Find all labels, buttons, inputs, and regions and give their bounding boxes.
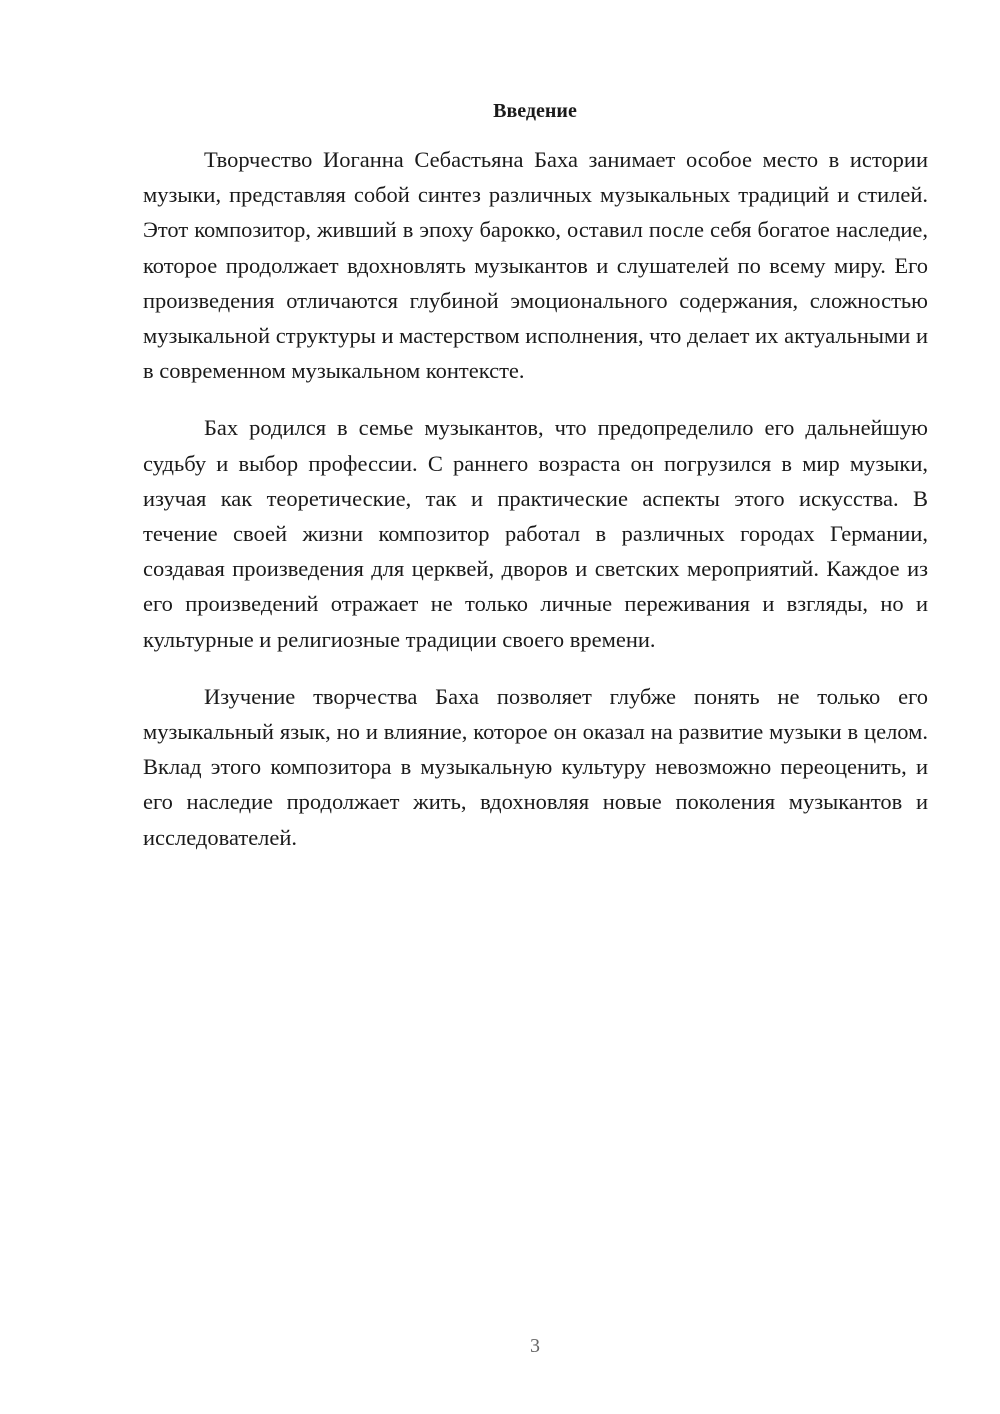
paragraph: Творчество Иоганна Себастьяна Баха занимает особое место в истории музыки, представляя собой синтез различных музыкальных традиций и стилей. Этот композитор, живший в эпоху барокко, оставил после себя богатое наследие, которое продолжает вдохновлять музыкантов и слушателей по всему миру. Его произведения отличаются глубиной эмоционального содержания, сложностью музыкальной структуры и мастерством исполнения, что делает их актуальными и в современном музыкальном контексте. bbox=[143, 147, 928, 384]
body-text bbox=[143, 142, 928, 877]
paragraph: Бах родился в семье музыкантов, что предопределило его дальнейшую судьбу и выбор профессии. С раннего возраста он погрузился в мир музыки, изучая как теоретические, так и практические аспекты этого искусства. В течение своей жизни композитор работал в различных городах Германии, создавая произведения для церквей, дворов и светских мероприятий. Каждое из его произведений отражает не только личные переживания и взгляды, но и культурные и религиозные традиции своего времени. bbox=[143, 415, 928, 652]
page-number: 3 bbox=[530, 1335, 540, 1357]
paragraph: Изучение творчества Баха позволяет глубже понять не только его музыкальный язык, но и влияние, которое он оказал на развитие музыки в целом. Вклад этого композитора в музыкальную культуру невозможно переоценить, и его наследие продолжает жить, вдохновляя новые поколения музыкантов и исследователей. bbox=[143, 683, 928, 850]
section-title: Введение bbox=[493, 100, 577, 122]
